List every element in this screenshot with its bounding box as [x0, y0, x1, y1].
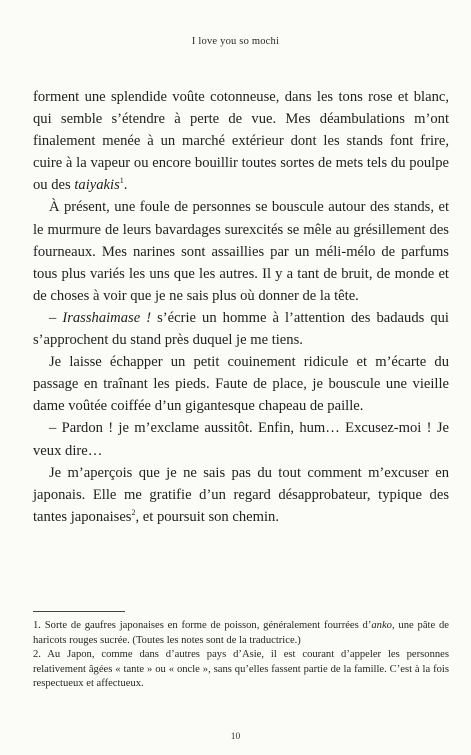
- paragraph-3: [33, 307, 449, 351]
- paragraph-2: À présent, une foule de personnes se bouscule autour des stands, et le murmure de leurs bavardages surexcités se mêle au grésillement des fourneaux. Mes narines sont assaillies par un méli-mélo de parfums tous plus variés les uns que les autres. Il y a tant de bruit, de monde et de choses à voir que je ne sais plus où donner de la tête.: [33, 199, 449, 304]
- paragraph-4: Je laisse échapper un petit couinement ridicule et m’écarte du passage en traînant les pieds. Faute de place, je bouscule une vieille dame voûtée coiffée d’un gigantesque chapeau de paille.: [33, 354, 449, 415]
- taiyakis-term: taiyakis: [74, 177, 120, 194]
- footnote-ref-2: 2: [131, 507, 136, 517]
- paragraph-6-end: , et poursuit son chemin.: [135, 508, 279, 525]
- footnote-ref-1: 1: [119, 176, 124, 186]
- irasshaimase-term: Irasshaimase !: [62, 309, 152, 326]
- body-text: [33, 86, 449, 528]
- paragraph-1: [33, 86, 449, 196]
- running-header: I love you so mochi: [191, 36, 280, 47]
- footnote-2: 2. Au Japon, comme dans d’autres pays d’Asie, il est courant d’appeler les personnes relativement âgées « tante » ou « oncle », sans qu’elles fassent partie de la famille. C’est à la fois respectueux et affectueux.: [33, 649, 449, 690]
- footnote-1-end: , une pâte de haricots rouges sucrée. (Toutes les notes sont de la traductrice.): [33, 620, 449, 646]
- paragraph-6-text: Je m’aperçois que je ne sais pas du tout comment m’excuser en japonais. Elle me gratifie d’un regard désapprobateur, typique des tantes japonaises: [33, 464, 449, 525]
- footnote-divider: [33, 611, 125, 612]
- footnotes: [33, 619, 449, 692]
- footnote-1: [33, 619, 449, 648]
- paragraph-3-rest: s’écrie un homme à l’attention des badauds qui s’approchent du stand près duquel je me tiens.: [33, 309, 449, 349]
- footnote-1-start: 1. Sorte de gaufres japonaises en forme de poisson, généralement fourrées d’: [33, 620, 372, 631]
- paragraph-5: – Pardon ! je m’exclame aussitôt. Enfin, hum… Excusez-moi ! Je veux dire…: [33, 420, 449, 459]
- paragraph-1-text: forment une splendide voûte cotonneuse, dans les tons rose et blanc, qui semble s’étendre à perte de vue. Mes déambulations m’ont finalement menée à un marché extérieur dont les stands font frire, cuire à la vapeur ou encore bouillir toutes sortes de mets tels du poulpe ou des: [33, 89, 449, 194]
- paragraph-6: [33, 462, 449, 528]
- dialogue-dash: –: [49, 309, 63, 326]
- page-number: 10: [230, 732, 241, 742]
- paragraph-1-end: .: [123, 177, 128, 194]
- anko-term: anko: [371, 620, 392, 631]
